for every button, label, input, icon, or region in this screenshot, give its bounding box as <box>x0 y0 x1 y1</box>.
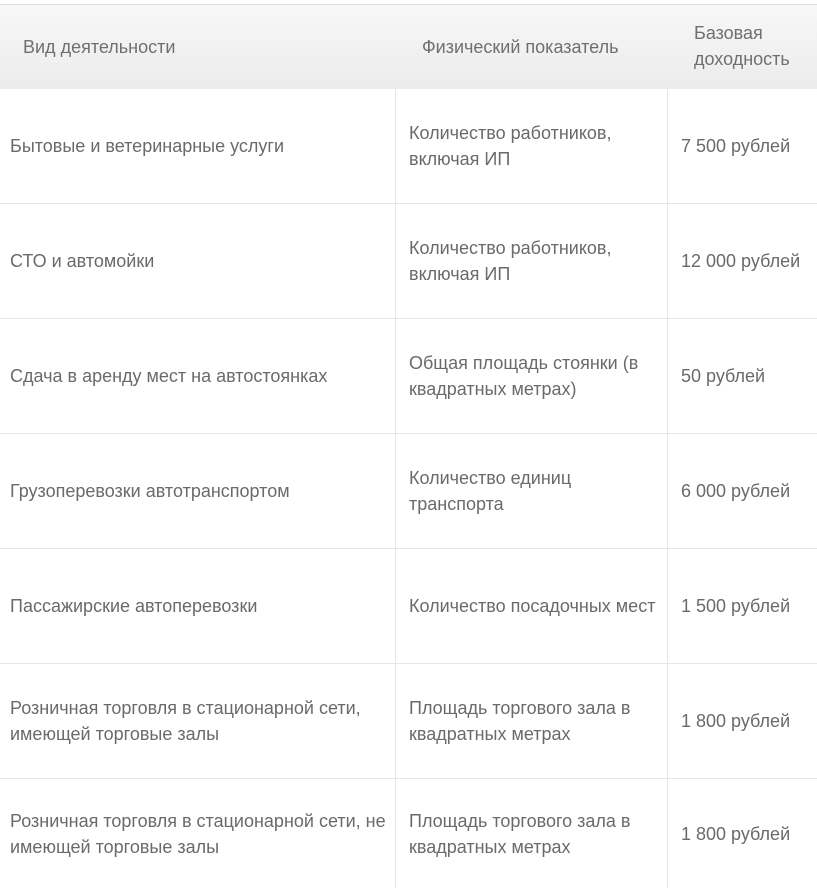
cell-activity: СТО и автомойки <box>0 204 396 318</box>
table-body <box>0 89 817 888</box>
cell-indicator: Количество работников, включая ИП <box>396 204 668 318</box>
table-row <box>0 779 817 888</box>
table-row <box>0 434 817 549</box>
table-row <box>0 204 817 319</box>
cell-income: 12 000 рублей <box>681 251 801 271</box>
cell-activity: Розничная торговля в стационарной сети, не имеющей торговые залы <box>0 779 396 888</box>
cell-income: 1 800 рублей <box>681 711 791 731</box>
cell-income: 7 500 рублей <box>681 136 791 156</box>
header-income: Базовая доходность <box>694 23 790 69</box>
cell-income: 1 800 рублей <box>681 824 791 844</box>
cell-indicator: Площадь торгового зала в квадратных метрах <box>396 664 668 778</box>
cell-activity: Бытовые и ветеринарные услуги <box>0 89 396 203</box>
cell-indicator: Общая площадь стоянки (в квадратных метрах) <box>396 319 668 433</box>
cell-activity: Пассажирские автоперевозки <box>0 549 396 663</box>
cell-income: 1 500 рублей <box>681 596 791 616</box>
table-header <box>0 5 817 89</box>
cell-indicator: Количество работников, включая ИП <box>396 89 668 203</box>
cell-indicator: Площадь торгового зала в квадратных метрах <box>396 779 668 888</box>
table-row <box>0 319 817 434</box>
table-row <box>0 89 817 204</box>
cell-income: 6 000 рублей <box>681 481 791 501</box>
cell-activity: Сдача в аренду мест на автостоянках <box>0 319 396 433</box>
cell-income: 50 рублей <box>681 366 766 386</box>
table-row <box>0 664 817 779</box>
cell-indicator: Количество единиц транспорта <box>396 434 668 548</box>
cell-indicator: Количество посадочных мест <box>396 549 668 663</box>
cell-activity: Розничная торговля в стационарной сети, имеющей торговые залы <box>0 664 396 778</box>
header-indicator: Физический показатель <box>422 36 619 57</box>
cell-activity: Грузоперевозки автотранспортом <box>0 434 396 548</box>
header-activity: Вид деятельности <box>23 36 176 57</box>
table-row <box>0 549 817 664</box>
